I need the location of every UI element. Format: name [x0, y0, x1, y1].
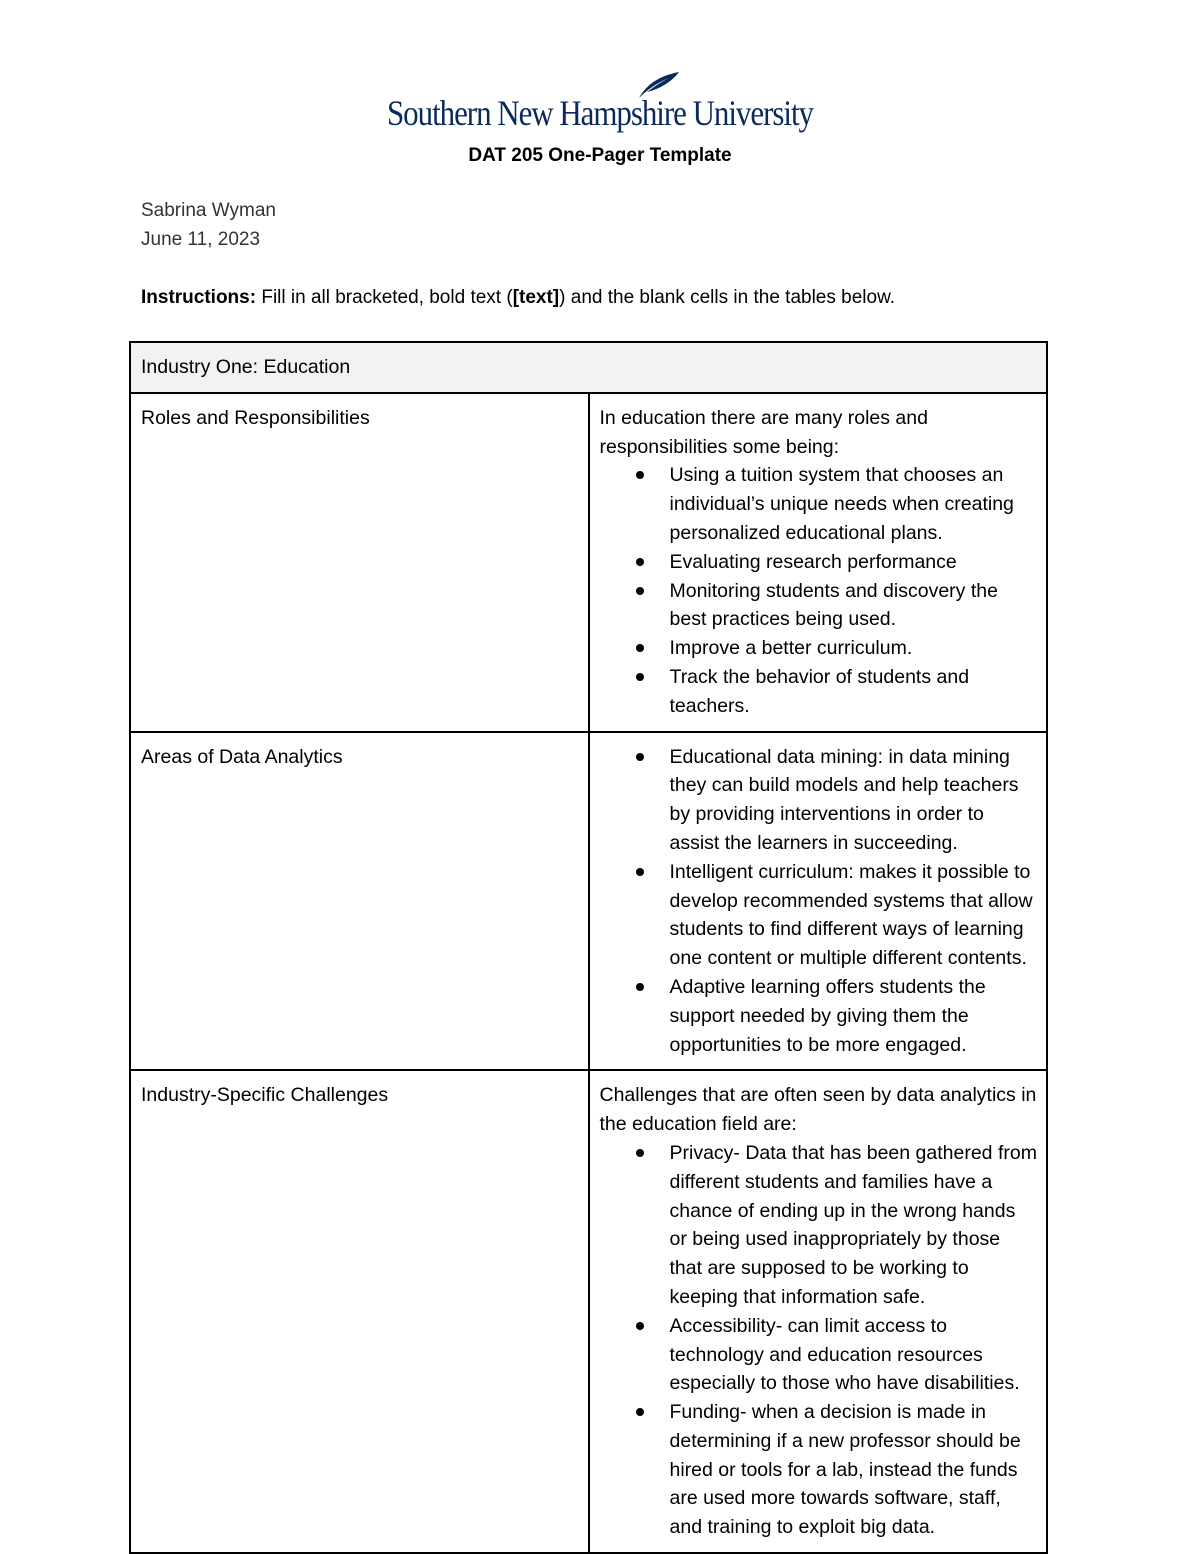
list-item: Improve a better curriculum.	[600, 634, 1038, 663]
instructions-text-after: ) and the blank cells in the tables below.	[559, 287, 896, 308]
logo-wordmark: Southern New Hampshire University	[387, 93, 813, 133]
industry-title-cell: Industry One: Education	[130, 342, 1047, 393]
row-content-areas	[589, 732, 1048, 1071]
list-item: Evaluating research performance	[600, 548, 1038, 577]
list-item: Funding- when a decision is made in determining if a new professor should be hired or tools for a lab, instead the funds are used more towards software, staff, and training to exploit big data.	[600, 1398, 1038, 1542]
list-item: Educational data mining: in data mining they can build models and help teachers by providing interventions in order to assist the learners in succeeding.	[600, 743, 1038, 858]
row-label-challenges: Industry-Specific Challenges	[130, 1070, 589, 1553]
table-row	[130, 393, 1047, 732]
row-content-roles	[589, 393, 1048, 732]
document-title: DAT 205 One-Pager Template	[468, 145, 732, 166]
university-logo	[387, 70, 817, 136]
bullet-list	[600, 743, 1038, 1060]
row-label-roles: Roles and Responsibilities	[130, 393, 589, 732]
bullet-list	[600, 1139, 1038, 1542]
instructions-text-before: Fill in all bracketed, bold text (	[256, 287, 513, 308]
row-intro: Challenges that are often seen by data analytics in the education field are:	[599, 1084, 1037, 1136]
list-item: Intelligent curriculum: makes it possible to develop recommended systems that allow students to find different ways of learning one content or multiple different contents.	[600, 858, 1038, 973]
table-row	[130, 732, 1047, 1071]
list-item: Using a tuition system that chooses an individual’s unique needs when creating personalized educational plans.	[600, 461, 1038, 547]
instructions-label: Instructions:	[141, 287, 257, 308]
industry-table	[129, 341, 1048, 1554]
bullet-list	[600, 461, 1038, 720]
table-row	[130, 1070, 1047, 1553]
list-item: Track the behavior of students and teachers.	[600, 663, 1038, 721]
row-intro: In education there are many roles and responsibilities some being:	[599, 406, 928, 458]
author-name: Sabrina Wyman	[141, 200, 276, 221]
row-label-areas: Areas of Data Analytics	[130, 732, 589, 1071]
list-item: Adaptive learning offers students the support needed by giving them the opportunities to be more engaged.	[600, 973, 1038, 1059]
list-item: Accessibility- can limit access to technology and education resources especially to those who have disabilities.	[600, 1312, 1038, 1398]
document-date: June 11, 2023	[141, 229, 261, 250]
instructions	[141, 287, 895, 309]
instructions-bracket-text: [text]	[512, 287, 560, 308]
list-item: Monitoring students and discovery the best practices being used.	[600, 577, 1038, 635]
table-header-row	[130, 342, 1047, 393]
row-content-challenges	[589, 1070, 1048, 1553]
list-item: Privacy- Data that has been gathered from different students and families have a chance of ending up in the wrong hands or being used inappropriately by those that are supposed to be working to keeping that information safe.	[600, 1139, 1038, 1312]
